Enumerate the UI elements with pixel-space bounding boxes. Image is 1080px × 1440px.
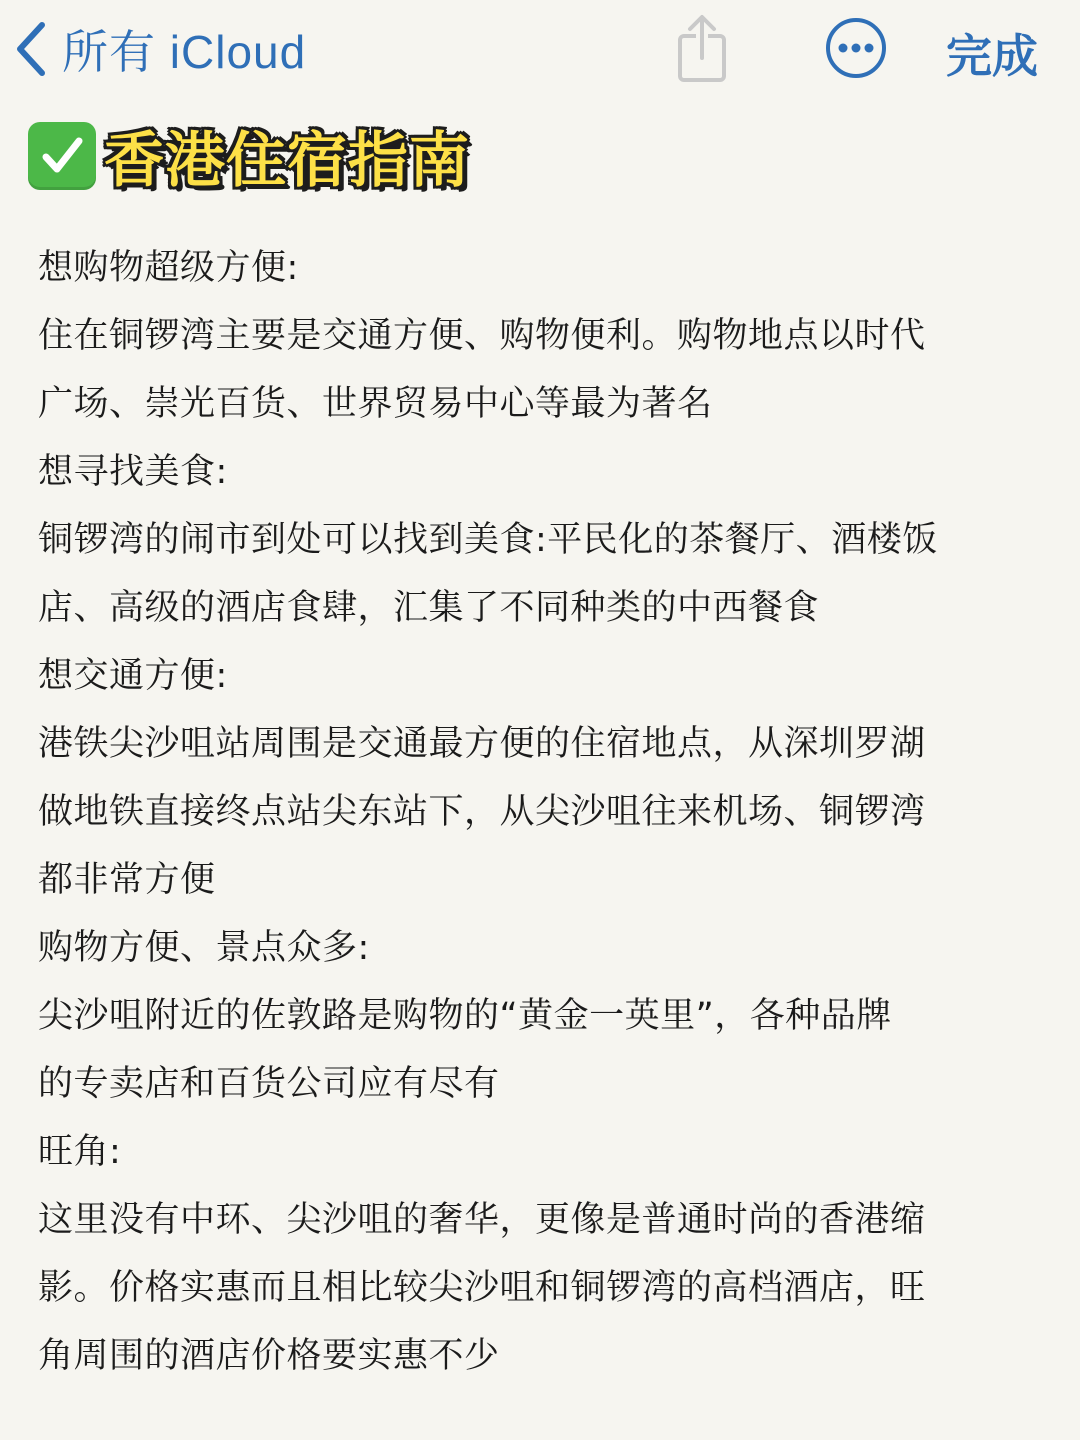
text-line: 旺角:	[38, 1132, 122, 1172]
text-line: 影。价格实惠而且相比较尖沙咀和铜锣湾的高档酒店，旺	[38, 1268, 926, 1308]
note-title-text: 香港住宿指南	[104, 126, 470, 196]
share-icon	[672, 14, 732, 84]
share-button[interactable]	[672, 14, 732, 84]
more-options-button[interactable]	[824, 16, 888, 80]
note-title	[28, 118, 470, 194]
text-line: 想交通方便:	[38, 656, 228, 696]
navigation-bar	[0, 0, 1080, 100]
check-mark-icon	[28, 122, 96, 190]
text-line: 的专卖店和百货公司应有尽有	[38, 1064, 500, 1104]
text-line: 广场、崇光百货、世界贸易中心等最为著名	[38, 384, 713, 424]
text-line: 想寻找美食:	[38, 452, 228, 492]
text-line: 店、高级的酒店食肆，汇集了不同种类的中西餐食	[38, 588, 820, 628]
back-label: 所有 iCloud	[62, 26, 307, 78]
more-icon	[824, 16, 888, 80]
back-button[interactable]	[14, 16, 306, 82]
text-line: 都非常方便	[38, 860, 216, 900]
text-line: 铜锣湾的闹市到处可以找到美食:平民化的茶餐厅、酒楼饭	[38, 520, 938, 560]
text-line: 购物方便、景点众多:	[38, 928, 370, 968]
text-line: 这里没有中环、尖沙咀的奢华，更像是普通时尚的香港缩	[38, 1200, 926, 1240]
done-button[interactable]: 完成	[946, 29, 1038, 83]
text-line: 住在铜锣湾主要是交通方便、购物便利。购物地点以时代	[38, 316, 926, 356]
text-line: 想购物超级方便:	[38, 248, 299, 288]
text-line: 角周围的酒店价格要实惠不少	[38, 1336, 500, 1376]
note-body[interactable]	[38, 234, 1048, 1390]
text-line: 港铁尖沙咀站周围是交通最方便的住宿地点，从深圳罗湖	[38, 724, 926, 764]
text-line: 做地铁直接终点站尖东站下，从尖沙咀往来机场、铜锣湾	[38, 792, 926, 832]
chevron-left-icon	[14, 21, 48, 77]
text-line: 尖沙咀附近的佐敦路是购物的“黄金一英里”，各种品牌	[38, 996, 892, 1036]
